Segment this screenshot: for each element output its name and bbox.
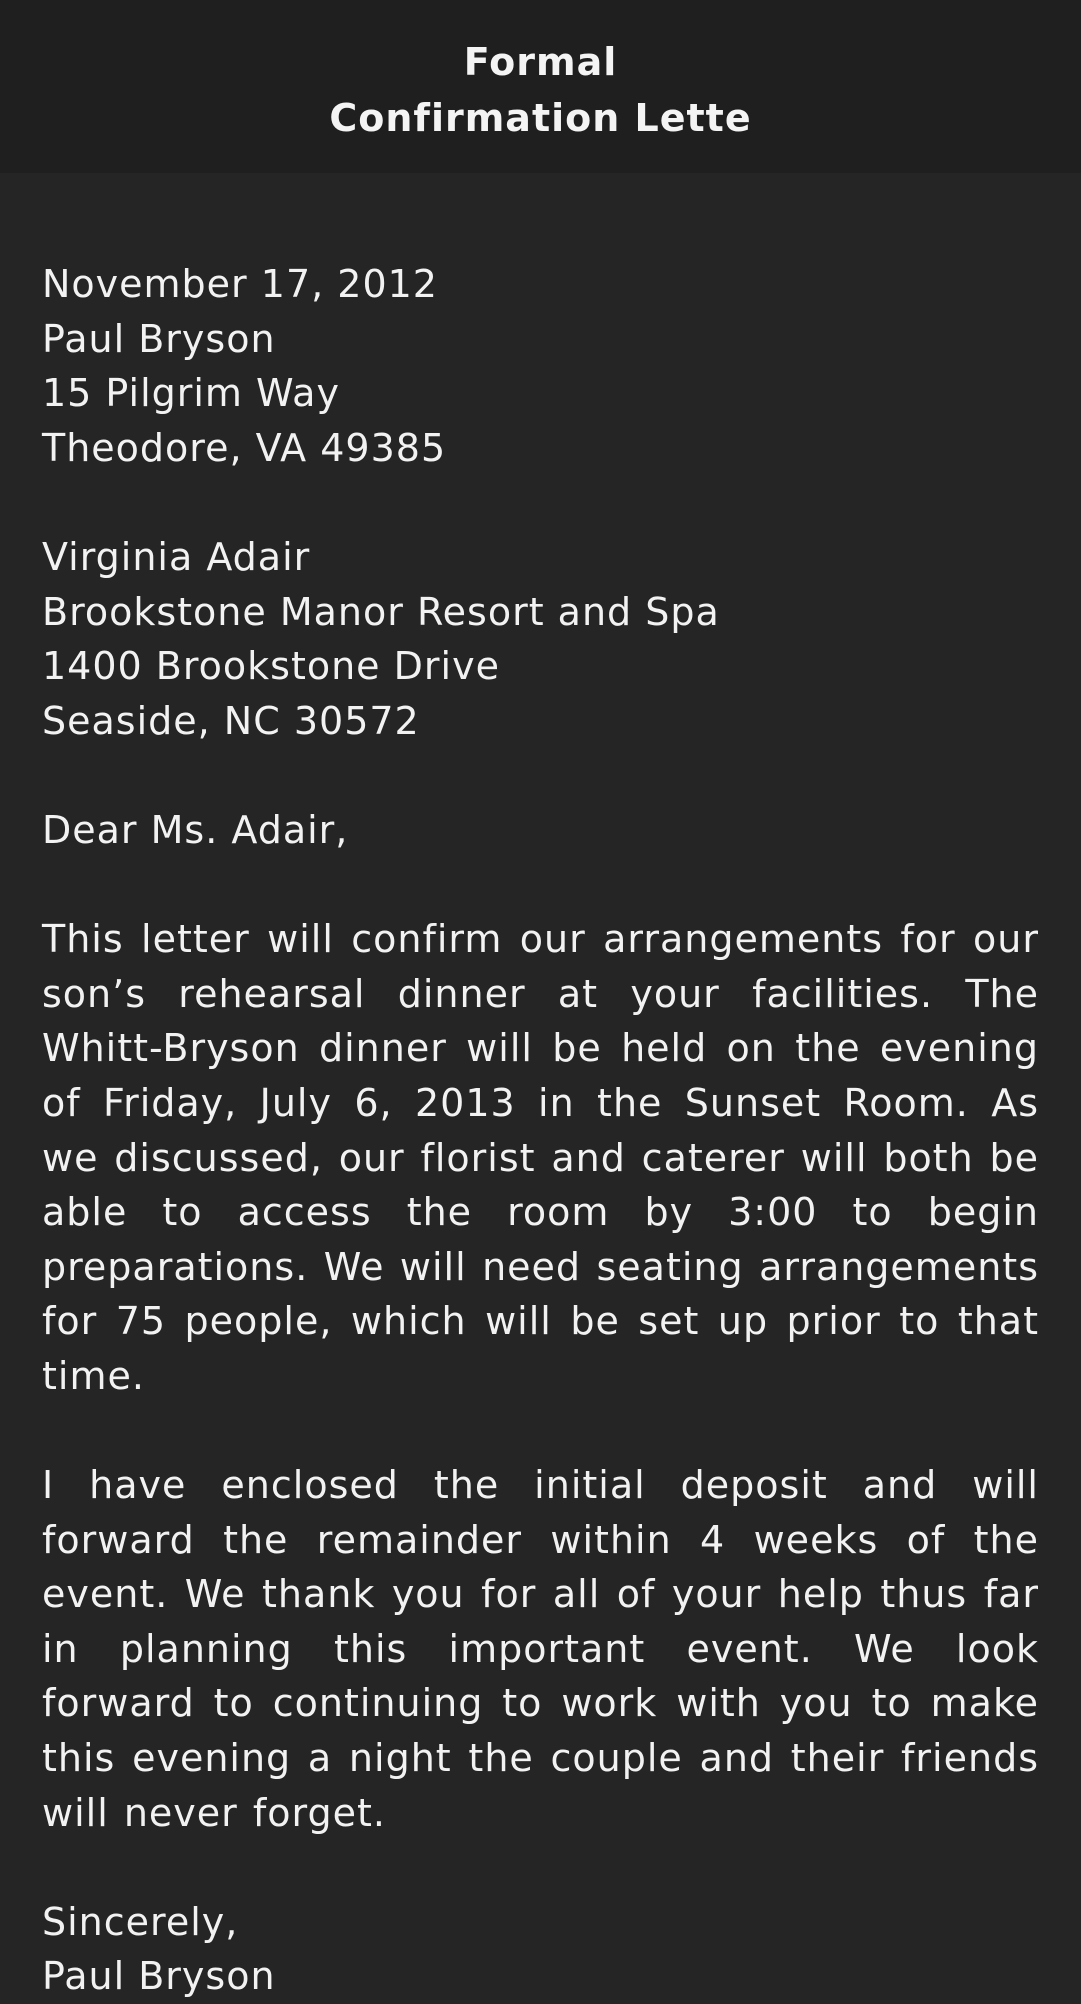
body-paragraph-2: I have enclosed the initial deposit and will forward the remainder within 4 weeks of the event. We thank you for all of your help thus far in planning this important event. We look forward to continuing to work with you to make this evening a night the couple and their friends will never forget.: [42, 1463, 1039, 1835]
spacer: [42, 1840, 1039, 1895]
recipient-company: Brookstone Manor Resort and Spa: [42, 589, 720, 634]
recipient-street: 1400 Brookstone Drive: [42, 644, 500, 689]
page-title-line-2: Confirmation Lette: [329, 96, 752, 140]
spacer: [42, 475, 1039, 530]
letter-date: November 17, 2012: [42, 262, 438, 306]
recipient-name: Virginia Adair: [42, 534, 311, 579]
recipient-city-state-zip: Seaside, NC 30572: [42, 698, 420, 743]
sender-city-state-zip: Theodore, VA 49385: [42, 425, 447, 470]
recipient-block: [42, 530, 1039, 748]
sender-name: Paul Bryson: [42, 316, 276, 361]
body-paragraph-1: This letter will confirm our arrangements for our son’s rehearsal dinner at your facilities. The Whitt-Bryson dinner will be held on the evening of Friday, July 6, 2013 in the Sunset Room. As we discussed, our florist and caterer will both be able to access the room by 3:00 to begin preparations. We will need seating arrangements for 75 people, which will be set up prior to that time.: [42, 917, 1039, 1398]
spacer: [42, 748, 1039, 803]
closing-block: [42, 1895, 1039, 2004]
sender-block: [42, 257, 1039, 475]
sender-street: 15 Pilgrim Way: [42, 371, 340, 416]
spacer: [42, 858, 1039, 913]
signature-name: Paul Bryson: [42, 1954, 276, 1999]
letter-body: [42, 257, 1039, 2004]
spacer: [42, 1403, 1039, 1458]
salutation: Dear Ms. Adair,: [42, 807, 349, 852]
page-header: [0, 0, 1081, 173]
page-title-line-1: Formal: [463, 40, 618, 84]
closing: Sincerely,: [42, 1899, 239, 1944]
